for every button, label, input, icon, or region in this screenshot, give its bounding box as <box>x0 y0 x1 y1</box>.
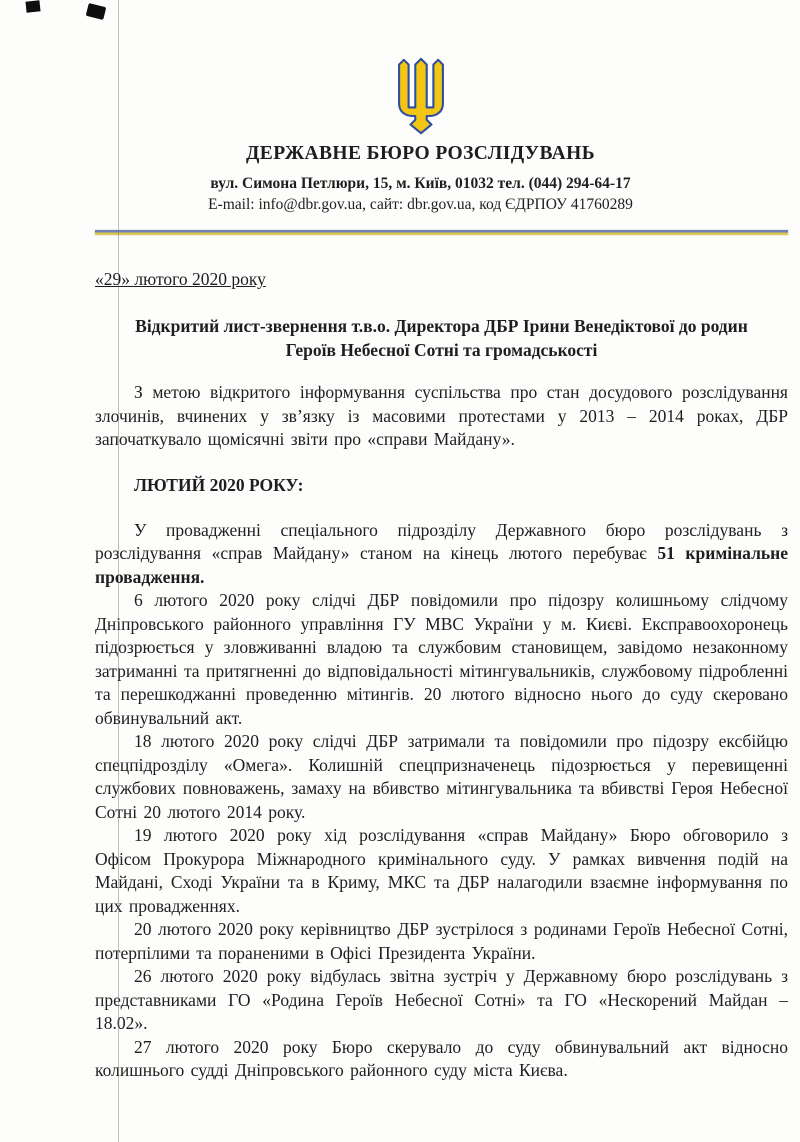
organization-name: ДЕРЖАВНЕ БЮРО РОЗСЛІДУВАНЬ <box>245 143 595 164</box>
ukraine-trident-emblem-icon <box>95 56 746 136</box>
report-paragraph: 26 лютого 2020 року відбулась звітна зустріч у Державному бюро розслідувань з представниками ГО «Родина Героїв Небесної Сотні» та ГО «Нескорений Майдан – 18.02». <box>95 966 788 1033</box>
report-paragraph: 20 лютого 2020 року керівництво ДБР зустрілося з родинами Героїв Небесної Сотні, потерпілими та пораненими в Офісі Президента України. <box>95 919 788 963</box>
section-heading: ЛЮТИЙ 2020 РОКУ: <box>134 474 304 495</box>
report-paragraph: 6 лютого 2020 року слідчі ДБР повідомили про підозру колишньому слідчому Дніпровського районного управління ГУ МВС України у м. Києві. Експравоохоронець підозрюється у зловживанні владою та службовим становищем, завідомо незаконному затриманні та притягненні до відповідальності мітингувальників, службовому підробленні та перешкоджанні проведенню мітингів. 20 лютого відносно нього до суду скеровано обвинувальний акт. <box>95 590 788 728</box>
date-text: «29» лютого 2020 року <box>95 269 266 289</box>
letter-title: Відкритий лист-звернення т.в.о. Директора ДБР Ірини Венедіктової до родин Героїв Небесної Сотні та громадськості <box>135 316 748 360</box>
scan-artifact-mark <box>25 0 40 12</box>
intro-paragraph: З метою відкритого інформування суспільства про стан досудового розслідування злочинів, вчинених у зв’язку із масовими протестами у 2013 – 2014 роках, ДБР започаткувало щомісячні звіти про «справи Майдану». <box>95 382 788 449</box>
paragraph-text: У провадженні спеціального підрозділу Державного бюро розслідувань з розслідування «справ Майдану» станом на кінець лютого перебуває <box>95 519 788 563</box>
report-paragraph <box>95 519 788 590</box>
report-paragraph: 18 лютого 2020 року слідчі ДБР затримали та повідомили про підозру ексбійцю спецпідрозділу «Омега». Колишній спецпризначенець підозрюється у перевищенні службових повноважень, замаху на вбивство мітингувальника та вбивстві Героя Небесної Сотні 20 лютого 2014 року. <box>95 731 788 822</box>
date-line <box>95 269 788 290</box>
letterhead-flag-divider <box>95 230 788 235</box>
letterhead <box>95 56 788 214</box>
report-paragraph: 19 лютого 2020 року хід розслідування «справ Майдану» Бюро обговорило з Офісом Прокурора Міжнародного кримінального суду. У рамках вивчення подій на Майдані, Сході України та в Криму, МКС та ДБР налагодили взаємне інформування по цих провадженнях. <box>95 825 788 916</box>
bold-emphasis: 51 кримінальне провадження. <box>95 543 789 587</box>
report-paragraph: 27 лютого 2020 року Бюро скерувало до суду обвинувальний акт відносно колишнього судді Дніпровського районного суду міста Києва. <box>95 1036 788 1080</box>
contact-email-line: E-mail: info@dbr.gov.ua, сайт: dbr.gov.ua, код ЄДРПОУ 41760289 <box>208 196 633 213</box>
address-line: вул. Симона Петлюри, 15, м. Київ, 01032 тел. (044) 294-64-17 <box>210 175 631 192</box>
